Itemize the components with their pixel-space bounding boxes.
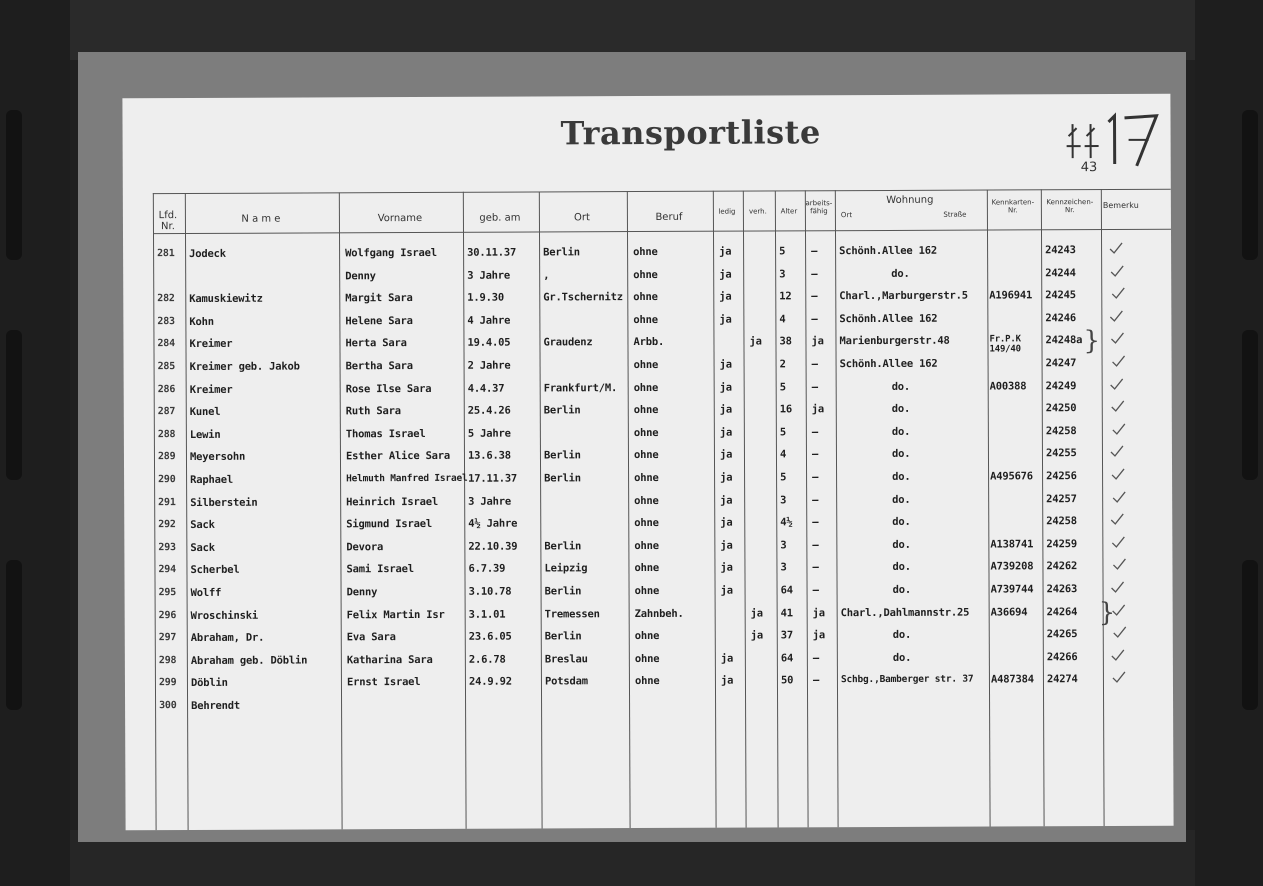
cell-arbeitsfaehig-dash: — (811, 313, 818, 326)
column-divider (153, 193, 157, 830)
cell-alter: 41 (780, 606, 793, 620)
cell-lid-nr: 290 (158, 474, 176, 486)
cell-beruf: Arbb. (633, 336, 665, 349)
column-divider (775, 190, 779, 830)
column-divider (987, 190, 991, 830)
header-beruf: Beruf (655, 211, 683, 223)
cell-vorname: Ernst Israel (346, 676, 421, 689)
cell-geb-am: 5 Jahre (467, 427, 511, 440)
cell-kennkarten-nr: A487384 (990, 673, 1034, 686)
cell-kennzeichen-nr: 24256 (1046, 470, 1077, 483)
column-divider (185, 193, 189, 830)
check-mark-icon (1110, 332, 1124, 344)
cell-name: Döblin (190, 677, 228, 690)
cell-arbeitsfaehig-dash: — (812, 516, 819, 529)
cell-ort: Berlin (544, 472, 581, 485)
cell-beruf: ohne (634, 675, 660, 688)
header-wohnung: Wohnung (886, 194, 934, 206)
cell-alter: 5 (780, 471, 787, 484)
film-perforation (6, 330, 22, 480)
cell-wohnung: Charl.,Marburgerstr.5 (839, 289, 968, 303)
cell-kennzeichen-nr: 24250 (1045, 402, 1077, 415)
cell-ledig: ja (719, 358, 732, 371)
cell-ort: Gr.Tschernitz (543, 291, 623, 304)
cell-alter: 4½ (780, 516, 793, 529)
cell-vorname: Herta Sara (345, 337, 407, 350)
cell-vorname: Ruth Sara (345, 405, 401, 418)
column-divider (743, 191, 747, 831)
check-mark-icon (1112, 491, 1126, 503)
cell-beruf: ohne (634, 562, 659, 575)
cell-geb-am: 1.9.30 (467, 291, 505, 304)
film-perforation (6, 560, 22, 710)
cell-ledig: ja (720, 539, 733, 552)
check-mark-icon (1111, 400, 1125, 412)
cell-kennzeichen-nr: 24263 (1046, 583, 1078, 596)
cell-geb-am: 2.6.78 (468, 653, 506, 666)
header-ledig: ledig (718, 207, 736, 216)
cell-alter: 3 (780, 561, 787, 574)
cell-name: Jodeck (189, 247, 226, 261)
cell-ort: Potsdam (544, 675, 588, 688)
cell-name: Kohn (189, 315, 214, 328)
cell-kennzeichen-nr: 24248a (1045, 334, 1083, 347)
cell-lid-nr: 292 (158, 519, 176, 531)
transport-list-sheet (122, 94, 1173, 831)
cell-wohnung: do. (892, 651, 912, 664)
cell-wohnung: Schönh.Allee 162 (839, 357, 938, 371)
cell-arbeitsfaehig-dash: — (812, 539, 819, 552)
column-divider (713, 191, 717, 831)
cell-beruf: ohne (634, 494, 659, 507)
film-perforation (1242, 330, 1258, 480)
cell-beruf: ohne (633, 404, 659, 417)
column-divider (627, 191, 631, 830)
cell-alter: 3 (780, 539, 787, 552)
cell-lid-nr: 296 (158, 609, 177, 621)
cell-ort: Berlin (543, 246, 580, 259)
cell-geb-am: 4.4.37 (467, 382, 505, 395)
check-mark-icon (1110, 265, 1124, 277)
cell-kennzeichen-nr: 24259 (1046, 537, 1077, 551)
cell-vorname: Denny (346, 586, 378, 599)
cell-ort: Berlin (544, 540, 582, 553)
cell-lid-nr: 297 (158, 632, 177, 644)
cell-lid-nr: 293 (158, 541, 176, 553)
cell-kennkarten-nr: A739208 (990, 560, 1034, 573)
cell-beruf: ohne (633, 381, 659, 394)
cell-wohnung: do. (892, 629, 912, 642)
cell-name: Sack (190, 541, 215, 554)
cell-lid-nr: 285 (157, 361, 176, 373)
cell-wohnung: do. (892, 561, 911, 574)
cell-name: Kunel (189, 406, 221, 419)
cell-alter: 2 (779, 358, 786, 371)
cell-alter: 5 (779, 245, 786, 258)
cell-vorname: Sigmund Israel (346, 518, 432, 531)
cell-wohnung: do. (891, 267, 910, 280)
cell-name: Behrendt (191, 699, 241, 712)
column-divider (1101, 189, 1105, 829)
cell-name: Abraham geb. Döblin (190, 654, 308, 667)
header-lid-nr: Lfd. Nr. (158, 210, 178, 233)
cell-vorname: Wolfgang Israel (345, 246, 437, 260)
cell-beruf: ohne (633, 268, 658, 281)
cell-geb-am: 4½ Jahre (468, 517, 518, 530)
cell-ort: Leipzig (544, 562, 588, 575)
cell-vorname: Eva Sara (346, 631, 396, 644)
cell-wohnung: do. (892, 538, 911, 551)
cell-wohnung: Charl.,Dahlmannstr.25 (840, 606, 970, 619)
cell-ort: , (543, 269, 550, 282)
cell-wohnung: Schönh.Allee 162 (839, 312, 938, 325)
cell-arbeitsfaehig: ja (812, 629, 826, 642)
cell-verh: ja (750, 629, 764, 642)
header-alter: Alter (780, 207, 798, 216)
cell-name: Raphael (190, 473, 233, 486)
document-title: Transportliste (560, 113, 821, 153)
cell-name: Kamuskiewitz (189, 292, 263, 306)
cell-name: Kreimer geb. Jakob (189, 360, 300, 373)
cell-beruf: ohne (633, 449, 659, 462)
cell-vorname: Rose Ilse Sara (345, 382, 432, 395)
column-divider (339, 192, 343, 830)
cell-wohnung: do. (891, 448, 911, 461)
check-mark-icon (1111, 649, 1125, 661)
cell-alter: 16 (779, 403, 793, 416)
check-mark-icon (1110, 513, 1124, 525)
cell-wohnung: Marienburgerstr.48 (839, 335, 950, 348)
cell-arbeitsfaehig-dash: — (811, 426, 819, 439)
cell-lid-nr: 287 (157, 406, 176, 418)
header-wohnung-strasse: Straße (943, 210, 967, 219)
header-ort: Ort (573, 212, 590, 224)
cell-arbeitsfaehig-dash: — (812, 561, 819, 574)
film-perforation (1242, 110, 1258, 260)
check-mark-icon (1109, 310, 1123, 322)
cell-beruf: ohne (634, 630, 660, 643)
cell-arbeitsfaehig-dash: — (811, 290, 818, 303)
cell-geb-am: 13.6.38 (467, 449, 511, 463)
cell-geb-am: 25.4.26 (467, 404, 511, 417)
cell-wohnung: do. (892, 583, 911, 596)
cell-lid-nr: 288 (157, 428, 176, 440)
cell-geb-am: 3 Jahre (467, 269, 511, 282)
handwritten-brace: } (1098, 597, 1116, 628)
cell-geb-am: 17.11.37 (468, 472, 518, 485)
cell-ledig: ja (720, 652, 734, 665)
cell-arbeitsfaehig-dash: — (811, 448, 819, 461)
cell-kennzeichen-nr: 24258 (1046, 515, 1077, 528)
column-divider (463, 192, 467, 830)
cell-ort: Berlin (544, 585, 582, 598)
check-mark-icon (1111, 468, 1125, 480)
cell-kennzeichen-nr: 24249 (1045, 379, 1077, 392)
cell-lid-nr: 289 (157, 451, 176, 463)
cell-wohnung: Schönh.Allee 162 (839, 244, 938, 258)
cell-arbeitsfaehig-dash: — (811, 245, 818, 258)
cell-name: Kreimer (189, 338, 233, 351)
cell-geb-am: 3.1.01 (468, 608, 506, 621)
cell-vorname: Helene Sara (345, 314, 413, 328)
cell-arbeitsfaehig: ja (811, 403, 825, 416)
header-bottom-border (153, 229, 1171, 234)
cell-ledig: ja (719, 245, 732, 258)
cell-kennzeichen-nr: 24257 (1046, 492, 1077, 505)
cell-name: Wroschinski (190, 609, 259, 622)
cell-alter: 64 (780, 584, 793, 597)
cell-alter: 4 (779, 313, 786, 326)
cell-vorname: Sami Israel (346, 563, 414, 576)
cell-arbeitsfaehig-dash: — (812, 471, 819, 484)
cell-kennzeichen-nr: 24244 (1045, 266, 1076, 279)
cell-alter: 12 (779, 290, 792, 303)
cell-geb-am: 3 Jahre (468, 495, 512, 508)
cell-alter: 38 (779, 335, 792, 348)
cell-kennkarten-nr: A196941 (989, 289, 1033, 302)
cell-vorname: Heinrich Israel (346, 495, 439, 508)
cell-alter: 3 (779, 267, 786, 281)
cell-geb-am: 4 Jahre (467, 314, 511, 327)
cell-lid-nr: 286 (157, 383, 176, 395)
cell-kennzeichen-nr: 24266 (1046, 650, 1078, 664)
cell-lid-nr: 281 (157, 248, 175, 260)
film-perforation (6, 110, 22, 260)
cell-arbeitsfaehig: ja (812, 606, 825, 619)
cell-ort: Breslau (544, 653, 588, 666)
cell-kennzeichen-nr: 24262 (1046, 560, 1078, 573)
check-mark-icon (1112, 423, 1126, 435)
cell-arbeitsfaehig-dash: — (812, 493, 819, 506)
cell-kennzeichen-nr: 24274 (1046, 673, 1078, 686)
column-divider (835, 190, 839, 830)
header-kennzeichen-nr: Kennzeichen- Nr. (1046, 198, 1094, 215)
cell-vorname: Bertha Sara (345, 360, 413, 373)
cell-beruf: Zahnbeh. (634, 607, 684, 620)
cell-geb-am: 6.7.39 (468, 563, 506, 576)
header-kennkarten-nr: Kennkarten- Nr. (991, 198, 1035, 215)
cell-geb-am: 22.10.39 (468, 540, 518, 553)
cell-ledig: ja (719, 449, 733, 462)
cell-wohnung: do. (891, 403, 911, 416)
cell-alter: 64 (780, 652, 794, 665)
cell-name: Wolff (190, 586, 222, 599)
cell-lid-nr: 284 (157, 338, 175, 350)
cell-lid-nr: 294 (158, 564, 176, 576)
cell-kennkarten-nr: A00388 (989, 379, 1027, 393)
cell-wohnung: do. (892, 516, 911, 529)
cell-alter: 37 (780, 629, 794, 642)
cell-ledig: ja (720, 471, 733, 484)
cell-alter: 4 (779, 448, 787, 461)
cell-arbeitsfaehig-dash: — (812, 652, 820, 665)
cell-kennzeichen-nr: 24243 (1045, 244, 1076, 257)
column-divider (1041, 189, 1045, 829)
cell-ledig: ja (719, 426, 733, 439)
film-perforation (1242, 560, 1258, 710)
check-mark-icon (1110, 378, 1124, 390)
cell-beruf: ohne (634, 652, 660, 665)
handwritten-brace: } (1083, 326, 1101, 357)
cell-alter: 50 (780, 674, 794, 687)
column-divider (539, 191, 543, 830)
cell-kennzeichen-nr: 24247 (1045, 357, 1077, 370)
cell-alter: 5 (779, 380, 786, 394)
cell-vorname: Katharina Sara (346, 653, 433, 667)
cell-kennzeichen-nr: 24265 (1046, 628, 1078, 641)
check-mark-icon (1112, 671, 1126, 683)
cell-vorname: Felix Martin Isr (346, 608, 445, 621)
cell-verh: ja (749, 335, 762, 348)
cell-lid-nr: 283 (157, 315, 175, 327)
check-mark-icon (1112, 355, 1126, 367)
cell-beruf: ohne (633, 291, 658, 304)
cell-beruf: ohne (633, 426, 659, 439)
cell-name: Lewin (189, 428, 221, 441)
cell-beruf: ohne (633, 245, 658, 259)
header-verh: verh. (748, 207, 767, 216)
cell-arbeitsfaehig-dash: — (812, 674, 820, 687)
cell-arbeitsfaehig-dash: — (811, 267, 818, 280)
cell-alter: 5 (779, 426, 787, 439)
cell-ledig: ja (720, 584, 733, 597)
cell-geb-am: 30.11.37 (467, 246, 517, 259)
cell-geb-am: 2 Jahre (467, 359, 511, 372)
cell-lid-nr: 282 (157, 293, 175, 305)
cell-ledig: ja (720, 675, 734, 688)
cell-verh: ja (750, 607, 763, 620)
column-divider (805, 190, 809, 830)
cell-beruf: ohne (634, 539, 659, 552)
cell-ledig: ja (720, 494, 733, 507)
cell-kennkarten-nr: Fr.P.K 149/40 (989, 334, 1021, 355)
cell-geb-am: 24.9.92 (468, 675, 512, 689)
check-mark-icon (1111, 581, 1125, 593)
cell-ledig: ja (719, 403, 733, 416)
cell-kennkarten-nr: A36694 (990, 605, 1028, 619)
cell-name: Silberstein (190, 496, 258, 509)
header-bemerkung: Bemerku (1102, 200, 1139, 211)
cell-vorname: Thomas Israel (345, 427, 426, 441)
cell-vorname: Helmuth Manfred Israel (346, 472, 468, 485)
cell-kennkarten-nr: A739744 (990, 583, 1034, 596)
header-geb-am: geb. am (479, 212, 521, 224)
cell-ledig: ja (719, 290, 732, 303)
cell-ort: Berlin (544, 630, 582, 643)
cell-arbeitsfaehig-dash: — (812, 584, 819, 597)
cell-wohnung: do. (892, 493, 911, 506)
cell-kennkarten-nr: A138741 (990, 538, 1034, 551)
cell-ledig: ja (719, 313, 732, 326)
cell-ort: Tremessen (544, 607, 600, 621)
cell-wohnung: do. (891, 425, 911, 438)
cell-ledig: ja (719, 381, 732, 394)
check-mark-icon (1112, 558, 1126, 570)
check-mark-icon (1111, 287, 1125, 299)
cell-beruf: ohne (634, 584, 660, 598)
cell-ort: Graudenz (543, 336, 593, 349)
cell-ort: Berlin (543, 404, 581, 417)
cell-kennzeichen-nr: 24264 (1046, 605, 1078, 618)
cell-name: Abraham, Dr. (190, 631, 265, 645)
cell-arbeitsfaehig-dash: — (811, 380, 818, 393)
cell-lid-nr: 291 (158, 496, 176, 508)
check-mark-icon (1109, 242, 1123, 254)
handwritten-page-mark (1062, 106, 1162, 176)
cell-name: Scherbel (190, 564, 240, 577)
cell-name: Sack (190, 519, 215, 532)
cell-geb-am: 19.4.05 (467, 336, 511, 350)
cell-lid-nr: 299 (158, 677, 177, 689)
cell-ort: Berlin (543, 449, 581, 462)
cell-lid-nr: 298 (158, 654, 177, 666)
cell-geb-am: 23.6.05 (468, 630, 512, 643)
cell-beruf: ohne (633, 358, 659, 372)
cell-name: Meyersohn (189, 451, 246, 464)
cell-lid-nr: 300 (159, 700, 177, 712)
page-number: 43 (1080, 160, 1098, 176)
cell-beruf: ohne (634, 471, 659, 485)
table-top-border (153, 189, 1171, 194)
cell-beruf: ohne (633, 313, 658, 326)
cell-wohnung: Schbg.,Bamberger str. 37 (840, 673, 974, 686)
cell-ledig: ja (720, 562, 733, 575)
check-mark-icon (1113, 626, 1127, 638)
header-arbeitsfaehig: arbeits- fähig (805, 199, 833, 216)
cell-geb-am: 3.10.78 (468, 585, 512, 598)
cell-kennkarten-nr: A495676 (990, 470, 1033, 483)
header-vorname: Vorname (377, 212, 423, 225)
cell-arbeitsfaehig-dash: — (811, 358, 818, 371)
check-mark-icon (1111, 536, 1125, 548)
cell-wohnung: do. (892, 470, 911, 483)
cell-vorname: Denny (345, 269, 376, 282)
cell-kennzeichen-nr: 24258 (1045, 424, 1077, 438)
cell-lid-nr: 295 (158, 587, 177, 599)
cell-kennzeichen-nr: 24246 (1045, 311, 1077, 325)
cell-alter: 3 (780, 493, 787, 507)
cell-ort: Frankfurt/M. (543, 381, 618, 395)
cell-kennzeichen-nr: 24245 (1045, 289, 1076, 302)
check-mark-icon (1110, 445, 1124, 457)
cell-ledig: ja (720, 516, 733, 529)
header-name: N a m e (241, 213, 281, 225)
cell-wohnung: do. (891, 380, 911, 393)
header-wohnung-ort: Ort (840, 211, 853, 220)
cell-kennzeichen-nr: 24255 (1045, 447, 1077, 460)
cell-ledig: ja (719, 268, 732, 281)
film-strip-top (0, 0, 1263, 60)
cell-beruf: ohne (634, 517, 659, 530)
cell-vorname: Margit Sara (345, 292, 413, 305)
cell-name: Kreimer (189, 383, 233, 396)
cell-vorname: Devora (346, 540, 384, 554)
cell-arbeitsfaehig: ja (811, 335, 824, 348)
cell-vorname: Esther Alice Sara (345, 450, 451, 463)
